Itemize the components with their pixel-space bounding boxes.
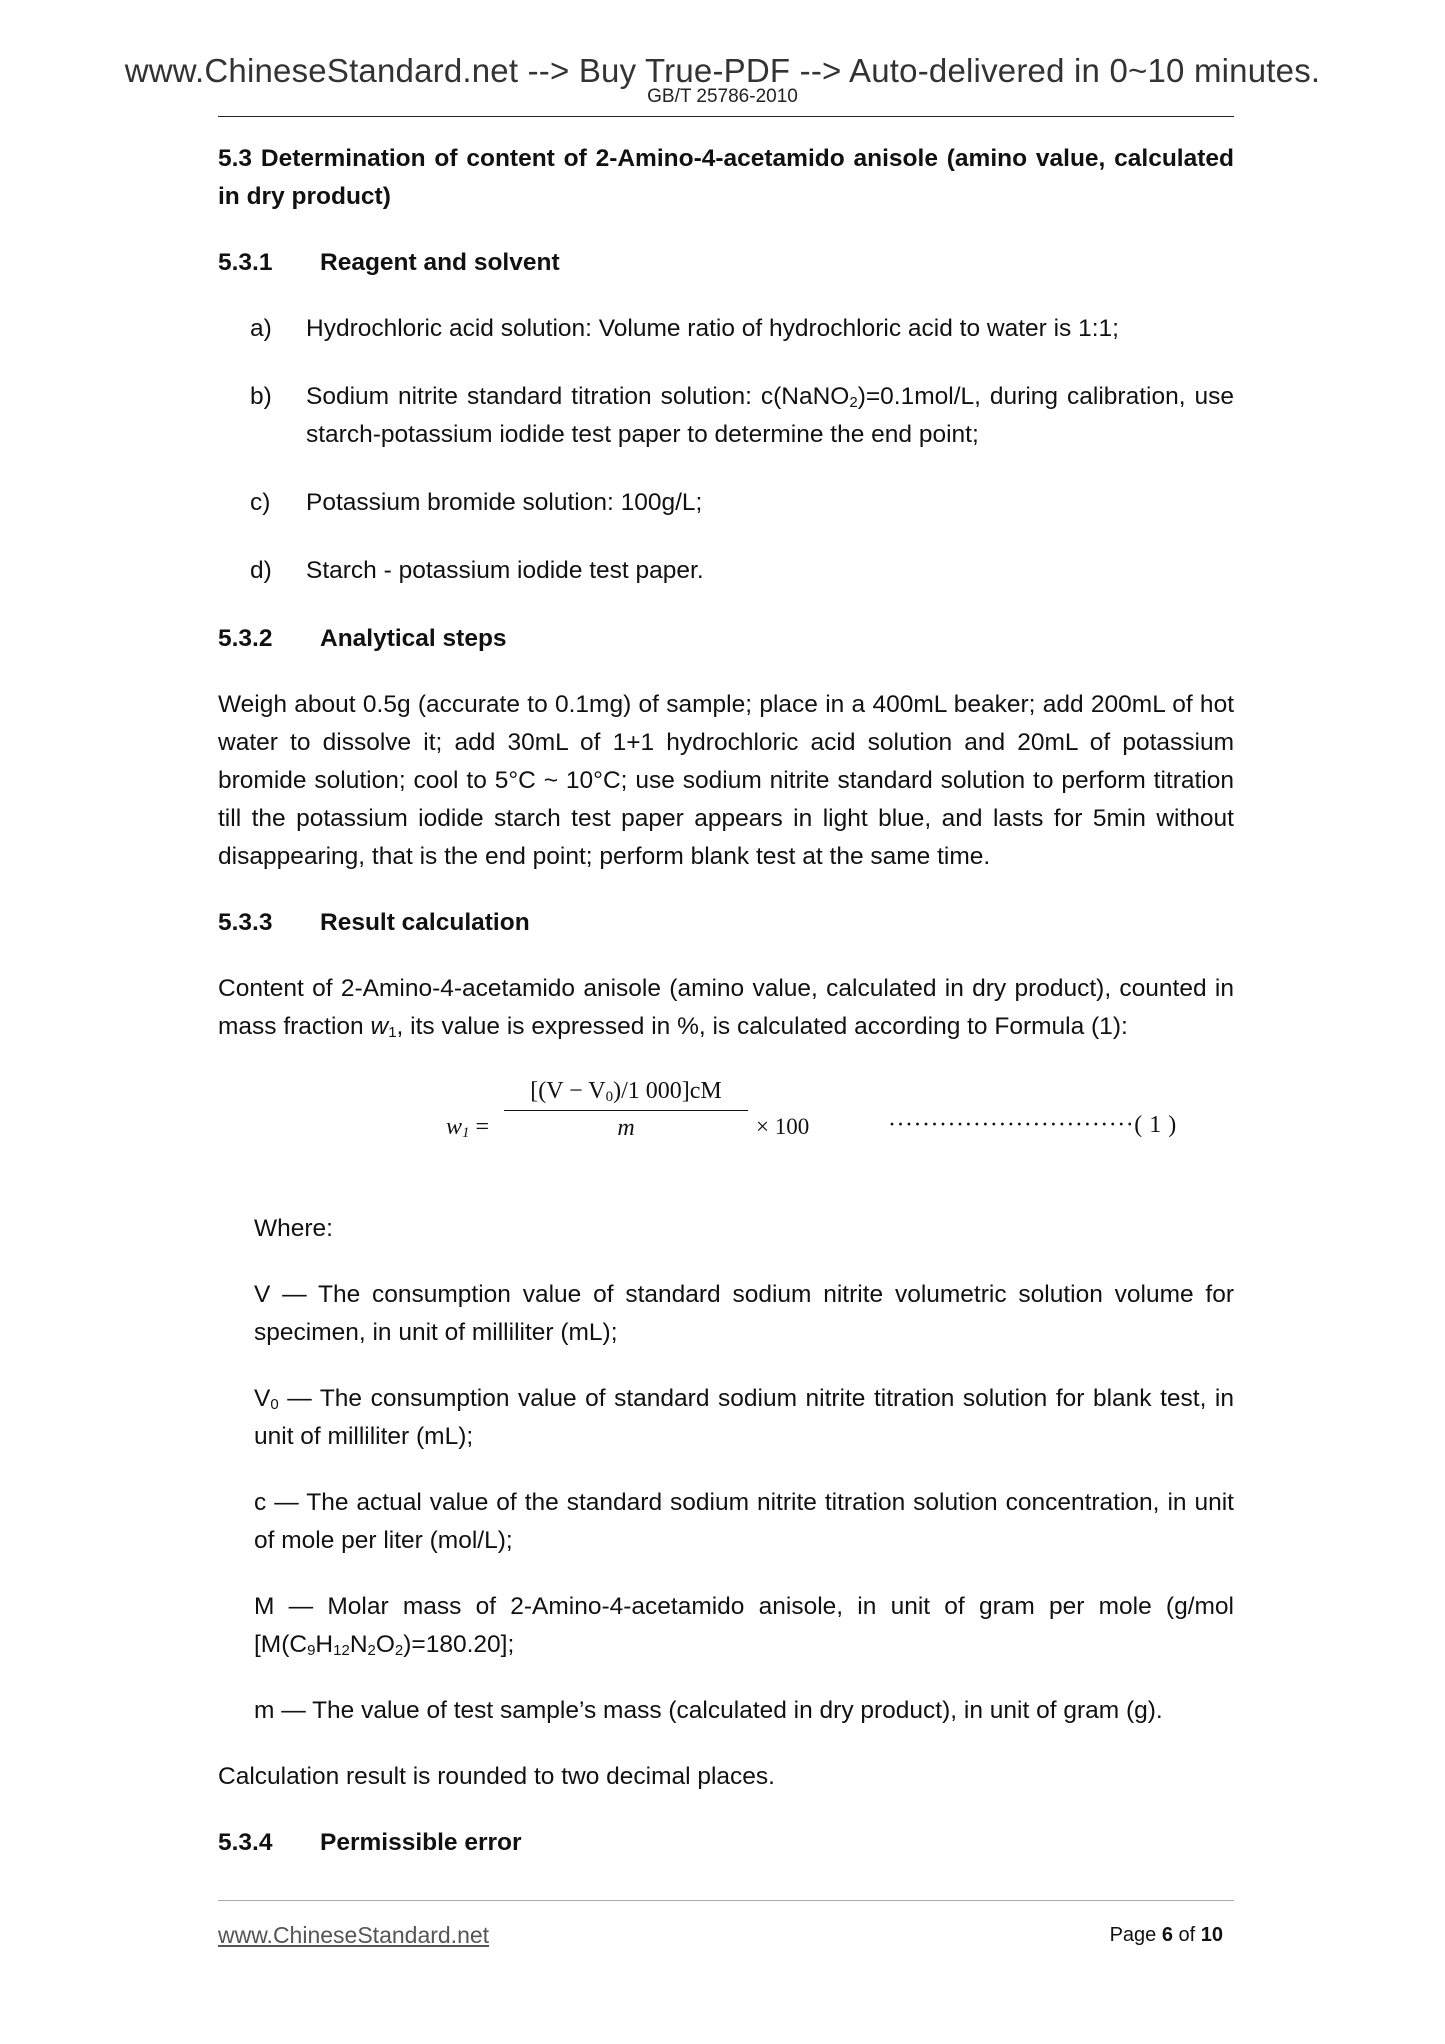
page-body	[218, 140, 1234, 1890]
calculation-intro: Content of 2-Amino-4-acetamido anisole (amino value, calculated in dry product), counted in mass fraction $w_1$, its value is expressed in %, is calculated according to Formula (1):	[218, 975, 1234, 1041]
footer-site-link[interactable]: www.ChineseStandard.net	[218, 1922, 490, 1948]
subsection-heading-error	[218, 1824, 1234, 1862]
rounding-note: Calculation result is rounded to two decimal places.	[218, 1763, 775, 1790]
list-item	[218, 552, 1234, 590]
subsection-number: 5.3.3	[218, 909, 273, 936]
list-item	[218, 378, 1234, 454]
page-indicator: Page 6 of 10	[1109, 1924, 1223, 1946]
formula-multiplier: × 100	[756, 1114, 810, 1139]
download-banner[interactable]: www.ChineseStandard.net --> Buy True-PDF --> Auto-delivered in 0~10 minutes.	[124, 52, 1321, 89]
subsection-number: 5.3.1	[218, 249, 273, 276]
subsection-heading-calculation	[218, 904, 1234, 942]
footer-divider	[218, 1900, 1234, 1901]
where-label: Where:	[254, 1215, 333, 1242]
subsection-number: 5.3.4	[218, 1829, 273, 1856]
definition-item: c — The actual value of the standard sodium nitrite titration solution concentration, in unit of mole per liter (mol/L);	[254, 1489, 1234, 1554]
subsection-number: 5.3.2	[218, 625, 273, 652]
list-item-text: Starch - potassium iodide test paper.	[306, 557, 704, 584]
subsection-title: Permissible error	[320, 1829, 522, 1856]
definition-item: V — The consumption value of standard sodium nitrite volumetric solution volume for specimen, in unit of milliliter (mL);	[254, 1281, 1234, 1346]
list-item-text: Potassium bromide solution: 100g/L;	[306, 489, 703, 516]
definition-item: m — The value of test sample’s mass (calculated in dry product), in unit of gram (g).	[254, 1697, 1163, 1724]
subsection-title: Reagent and solvent	[320, 249, 560, 276]
formula-number: ·····························( 1 )	[888, 1112, 1177, 1138]
subsection-heading-steps	[218, 620, 1234, 658]
formula-lhs: $w_1$ =	[446, 1114, 490, 1141]
list-item-label: b)	[250, 383, 272, 410]
formula-fraction	[504, 1074, 748, 1145]
analytical-steps-paragraph: Weigh about 0.5g (accurate to 0.1mg) of sample; place in a 400mL beaker; add 200mL of hot water to dissolve it; add 30mL of 1+1 hydrochloric acid solution and 20mL of potassium bromide solution; cool to 5°C ~ 10°C; use sodium nitrite standard solution to perform titration till the potassium iodide starch test paper appears in light blue, and lasts for 5min without disappearing, that is the end point; perform blank test at the same time.	[218, 691, 1234, 870]
definition-item: M — Molar mass of 2-Amino-4-acetamido anisole, in unit of gram per mole (g/mol $[M(C_9H_{12}N_2O_2)=180.20]$;	[254, 1593, 1234, 1659]
subsection-heading-reagents	[218, 244, 1234, 282]
formula-denominator: m	[617, 1115, 635, 1141]
list-item	[218, 310, 1234, 348]
subsection-title: Result calculation	[320, 909, 530, 936]
formula-1	[218, 1074, 1234, 1184]
list-item-label: d)	[250, 557, 272, 584]
list-item	[218, 484, 1234, 522]
list-item-label: c)	[250, 489, 271, 516]
definition-item: $V_0$ — The consumption value of standard sodium nitrite titration solution for blank test, in unit of milliliter (mL);	[254, 1385, 1234, 1450]
list-item-text: Sodium nitrite standard titration solution: c(NaNO$_2$)=0.1mol/L, during calibration, use starch-potassium iodide test paper to determine the end point;	[306, 383, 1235, 448]
subsection-title: Analytical steps	[320, 625, 507, 652]
header-divider	[218, 116, 1234, 117]
formula-numerator: [$(V - V_0)/1$ 000]cM	[504, 1074, 748, 1111]
standard-number: GB/T 25786-2010	[647, 86, 798, 107]
list-item-label: a)	[250, 315, 272, 342]
section-title: 5.3 Determination of content of 2-Amino-4-acetamido anisole (amino value, calculated in dry product)	[218, 145, 1234, 210]
list-item-text: Hydrochloric acid solution: Volume ratio of hydrochloric acid to water is 1:1;	[306, 315, 1119, 342]
